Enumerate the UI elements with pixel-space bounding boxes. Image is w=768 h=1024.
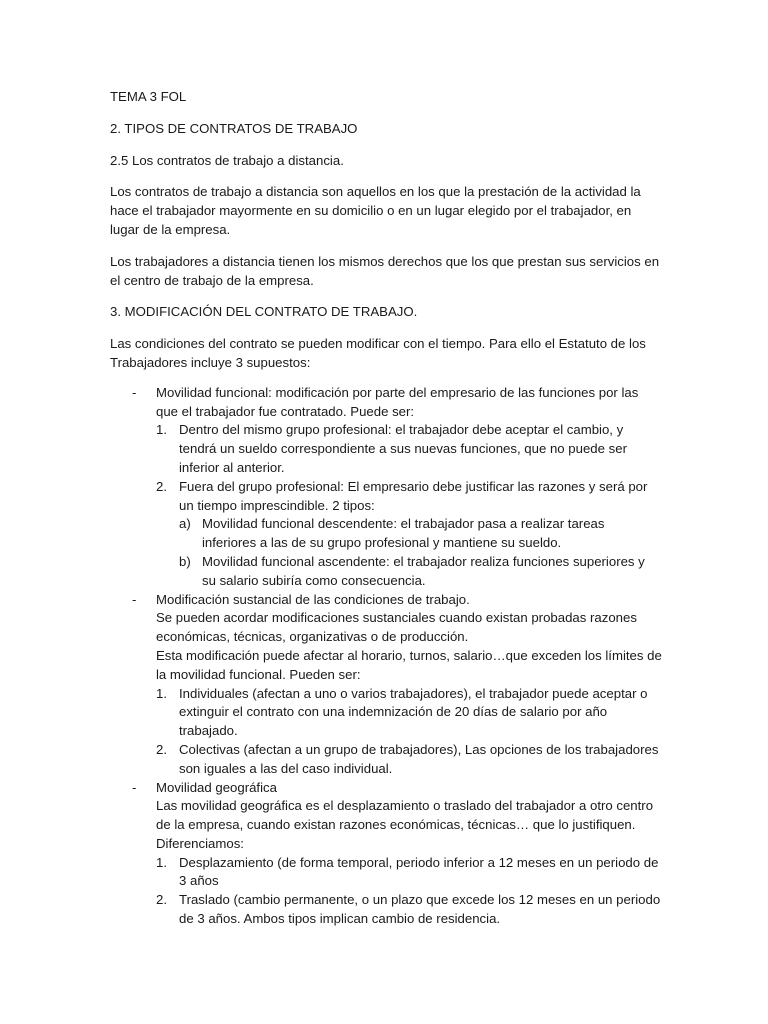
bullet-marker: - [132,384,137,400]
numbered-item [110,854,662,892]
lettered-item [110,515,662,553]
number-marker: 2. [156,892,167,908]
paragraph-derechos-distancia: Los trabajadores a distancia tienen los mismos derechos que los que prestan sus servicios en el centro de trabajo de la empresa. [110,253,660,288]
list-item-text: Movilidad geográfica [156,779,277,795]
numbered-item-text: Colectivas (afectan a un grupo de trabajadores), Las opciones de los trabajadores son iguales a las del caso individual. [179,741,659,776]
lettered-item [110,553,662,591]
numbered-item-text: Traslado (cambio permanente, o un plazo que excede los 12 meses en un periodo de 3 años. Ambos tipos implican cambio de residencia. [179,892,661,927]
subsection-heading-distancia: 2.5 Los contratos de trabajo a distancia. [110,152,344,168]
lettered-item-text: Movilidad funcional ascendente: el trabajador realiza funciones superiores y su salario subiría como consecuencia. [202,553,645,588]
paragraph-definicion-distancia: Los contratos de trabajo a distancia son aquellos en los que la prestación de la actividad la hace el trabajador mayormente en su domicilio o en un lugar elegido por el trabajador, en lugar de la empresa. [110,184,641,237]
list-item-movilidad-funcional [110,384,662,422]
number-marker: 1. [156,854,167,870]
numbered-item [110,891,662,929]
list-item-text: Modificación sustancial de las condiciones de trabajo. [156,591,470,607]
letter-marker: b) [179,553,191,569]
number-marker: 1. [156,422,167,438]
numbered-item-text: Fuera del grupo profesional: El empresario debe justificar las razones y será por un tiempo imprescindible. 2 tipos: [179,478,648,513]
bullet-marker: - [132,591,137,607]
document-title: TEMA 3 FOL [110,89,187,104]
numbered-item-text: Dentro del mismo grupo profesional: el trabajador debe aceptar el cambio, y tendrá un sueldo correspondiente a sus nuevas funciones, que no puede ser inferior al anterior. [179,422,627,475]
list-item-continuation: Se pueden acordar modificaciones sustanciales cuando existan probadas razones económicas, técnicas, organizativas o de producción. [156,610,637,645]
letter-marker: a) [179,516,191,532]
bullet-marker: - [132,779,137,795]
list-item-modificacion-sustancial [110,591,662,610]
numbered-item [110,421,662,477]
lettered-item-text: Movilidad funcional descendente: el trabajador pasa a realizar tareas inferiores a las de su grupo profesional y mantiene su sueldo. [202,516,605,551]
document-body [110,88,662,929]
list-item-continuation: Las movilidad geográfica es el desplazamiento o traslado del trabajador a otro centro de la empresa, cuando existan razones económicas, técnicas… que lo justifiquen. Diferenciamos: [156,798,654,851]
number-marker: 2. [156,478,167,494]
numbered-item [110,741,662,779]
number-marker: 1. [156,685,167,701]
numbered-item [110,685,662,741]
numbered-item [110,478,662,516]
list-item-continuation: Esta modificación puede afectar al horario, turnos, salario…que exceden los límites de la movilidad funcional. Pueden ser: [156,647,662,682]
list-item-text: Movilidad funcional: modificación por parte del empresario de las funciones por las que el trabajador fue contratado. Puede ser: [156,384,639,419]
numbered-item-text: Individuales (afectan a uno o varios trabajadores), el trabajador puede aceptar o extinguir el contrato con una indemnización de 20 días de salario por año trabajado. [179,685,648,739]
paragraph-supuestos: Las condiciones del contrato se pueden modificar con el tiempo. Para ello el Estatuto de los Trabajadores incluye 3 supuestos: [110,336,646,370]
numbered-item-text: Desplazamiento (de forma temporal, periodo inferior a 12 meses en un periodo de 3 años [179,854,659,889]
section-heading-tipos-contratos: 2. TIPOS DE CONTRATOS DE TRABAJO [110,120,358,136]
list-item-movilidad-geografica [110,779,662,798]
number-marker: 2. [156,741,167,757]
section-heading-modificacion: 3. MODIFICACIÓN DEL CONTRATO DE TRABAJO. [110,304,418,320]
